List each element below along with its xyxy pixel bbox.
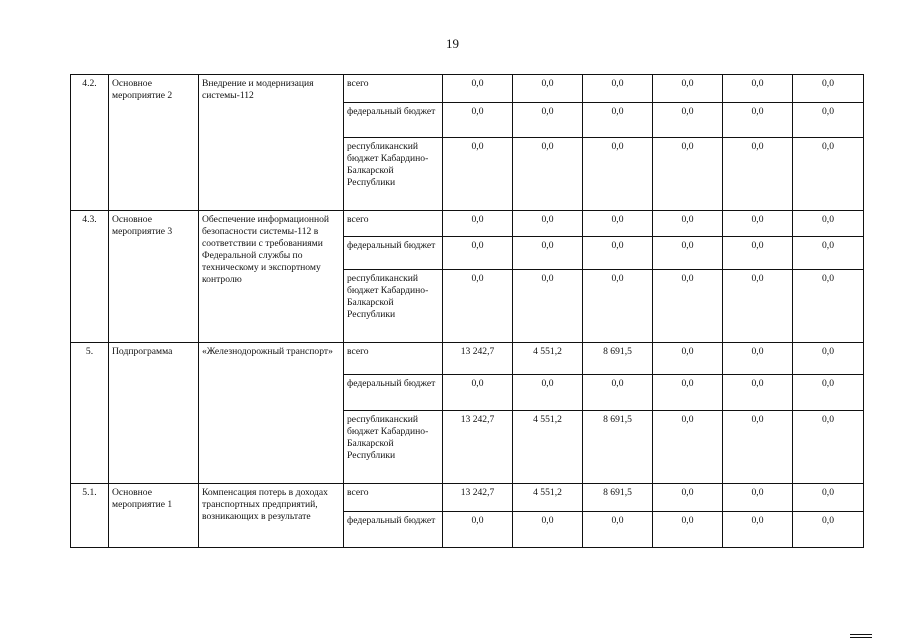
funding-source: всего [344,211,443,237]
amount-cell: 0,0 [793,270,864,343]
item-name: Обеспечение информационной безопасности системы-112 в соответствии с требованиями Федеральной службы по техническому и экспортному контролю [199,211,344,343]
item-type: Основное мероприятие 3 [109,211,199,343]
page-number: 19 [446,36,459,51]
amount-cell: 0,0 [723,211,793,237]
item-name: Компенсация потерь в доходах транспортных предприятий, возникающих в результате [199,484,344,548]
amount-cell: 0,0 [583,138,653,211]
amount-cell: 0,0 [793,138,864,211]
amount-cell: 0,0 [723,138,793,211]
amount-cell: 0,0 [513,138,583,211]
amount-cell: 0,0 [723,411,793,484]
amount-cell: 0,0 [793,512,864,548]
table-body [71,75,864,548]
amount-cell: 0,0 [653,411,723,484]
amount-cell: 0,0 [793,411,864,484]
item-number: 5. [71,343,109,484]
amount-cell: 0,0 [653,138,723,211]
amount-cell: 0,0 [653,512,723,548]
corner-mark [850,634,872,638]
amount-cell: 0,0 [793,484,864,512]
amount-cell: 0,0 [793,375,864,411]
amount-cell: 0,0 [513,75,583,103]
item-name: Внедрение и модернизация системы-112 [199,75,344,211]
budget-table [70,74,864,548]
amount-cell: 0,0 [443,75,513,103]
amount-cell: 4 551,2 [513,343,583,375]
amount-cell: 4 551,2 [513,411,583,484]
amount-cell: 0,0 [653,270,723,343]
amount-cell: 0,0 [583,103,653,138]
amount-cell: 0,0 [513,270,583,343]
funding-source: всего [344,343,443,375]
item-name: «Железнодорожный транспорт» [199,343,344,484]
amount-cell: 0,0 [443,512,513,548]
amount-cell: 0,0 [723,484,793,512]
amount-cell: 0,0 [653,375,723,411]
amount-cell: 0,0 [583,270,653,343]
amount-cell: 0,0 [653,75,723,103]
amount-cell: 4 551,2 [513,484,583,512]
amount-cell: 0,0 [443,270,513,343]
amount-cell: 0,0 [653,484,723,512]
funding-source: федеральный бюджет [344,103,443,138]
amount-cell: 8 691,5 [583,484,653,512]
amount-cell: 0,0 [513,211,583,237]
amount-cell: 0,0 [653,211,723,237]
amount-cell: 0,0 [723,103,793,138]
table-row [71,211,864,237]
table-row [71,484,864,512]
amount-cell: 0,0 [583,211,653,237]
amount-cell: 0,0 [723,375,793,411]
item-type: Основное мероприятие 2 [109,75,199,211]
amount-cell: 0,0 [793,75,864,103]
funding-source: республиканский бюджет Кабардино-Балкарской Республики [344,411,443,484]
funding-source: федеральный бюджет [344,375,443,411]
funding-source: республиканский бюджет Кабардино-Балкарской Республики [344,270,443,343]
amount-cell: 0,0 [513,237,583,270]
amount-cell: 0,0 [793,343,864,375]
amount-cell: 0,0 [513,512,583,548]
amount-cell: 0,0 [513,375,583,411]
funding-source: всего [344,484,443,512]
amount-cell: 0,0 [723,237,793,270]
amount-cell: 0,0 [443,103,513,138]
item-number: 5.1. [71,484,109,548]
amount-cell: 0,0 [443,211,513,237]
item-number: 4.3. [71,211,109,343]
amount-cell: 0,0 [723,75,793,103]
amount-cell: 13 242,7 [443,343,513,375]
amount-cell: 0,0 [653,237,723,270]
amount-cell: 0,0 [583,237,653,270]
amount-cell: 0,0 [723,512,793,548]
table-row [71,343,864,375]
funding-source: федеральный бюджет [344,237,443,270]
funding-source: всего [344,75,443,103]
item-type: Подпрограмма [109,343,199,484]
amount-cell: 0,0 [583,75,653,103]
amount-cell: 0,0 [793,211,864,237]
funding-source: республиканский бюджет Кабардино-Балкарской Республики [344,138,443,211]
item-number: 4.2. [71,75,109,211]
amount-cell: 0,0 [583,375,653,411]
funding-source: федеральный бюджет [344,512,443,548]
amount-cell: 0,0 [723,270,793,343]
amount-cell: 8 691,5 [583,411,653,484]
amount-cell: 0,0 [513,103,583,138]
amount-cell: 0,0 [443,138,513,211]
item-type: Основное мероприятие 1 [109,484,199,548]
amount-cell: 13 242,7 [443,411,513,484]
amount-cell: 8 691,5 [583,343,653,375]
amount-cell: 0,0 [583,512,653,548]
amount-cell: 0,0 [653,103,723,138]
amount-cell: 0,0 [793,103,864,138]
amount-cell: 0,0 [443,375,513,411]
amount-cell: 0,0 [793,237,864,270]
amount-cell: 0,0 [723,343,793,375]
amount-cell: 0,0 [443,237,513,270]
amount-cell: 0,0 [653,343,723,375]
table-row [71,75,864,103]
amount-cell: 13 242,7 [443,484,513,512]
